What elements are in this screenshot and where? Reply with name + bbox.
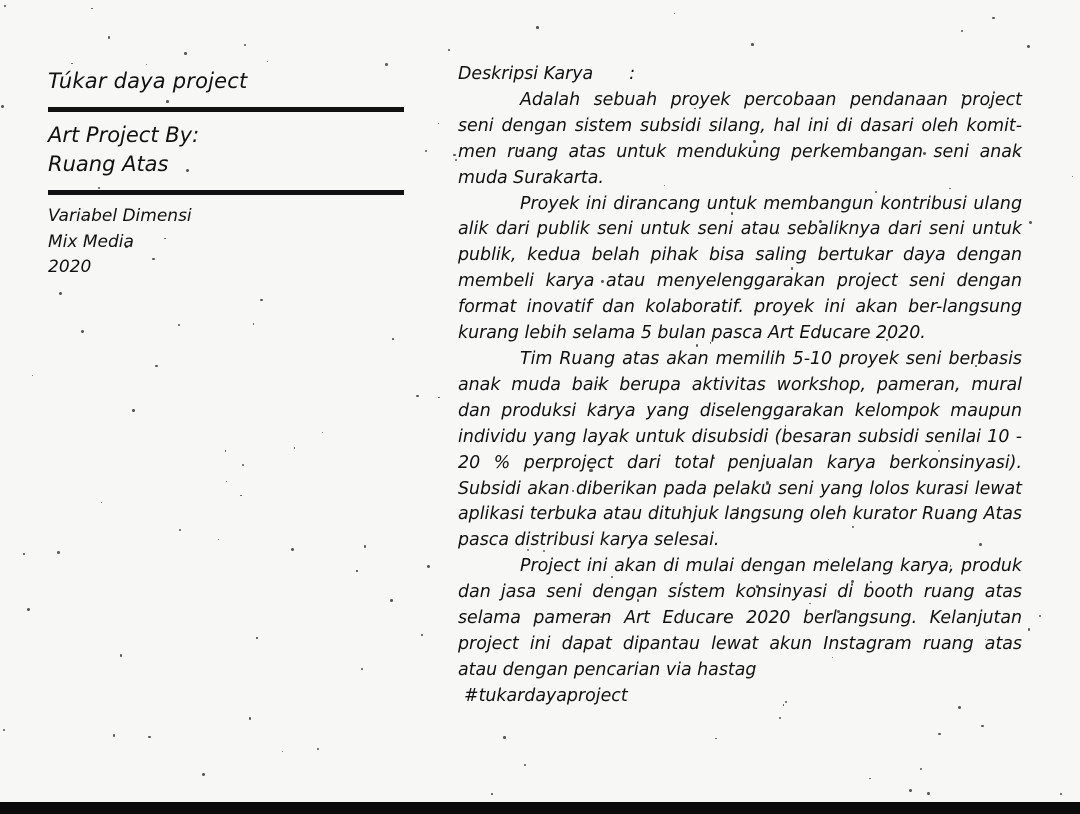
description-paragraph-3: Tim Ruang atas akan memilih 5-10 proyek seni berbasis anak muda baik berupa aktivitas workshop, pameran, mural dan produksi karya yang diselenggarakan kelompok maupun individu yang layak untuk disubsidi (besaran subsidi senilai 10 - 20 % perproject dari total penjualan karya berkonsinyasi). Subsidi akan diberikan pada pelaku seni yang lolos kurasi lewat aplikasi terbuka atau ditunjuk langsung oleh kurator Ruang Atas pasca distribusi karya selesai. bbox=[458, 348, 1022, 551]
speck bbox=[364, 545, 367, 548]
speck bbox=[909, 789, 912, 792]
speck bbox=[132, 409, 135, 412]
description-heading bbox=[458, 62, 1022, 88]
speck bbox=[108, 36, 110, 38]
speck bbox=[992, 17, 994, 19]
speck bbox=[1072, 176, 1073, 177]
description-paragraph-1: Adalah sebuah proyek percobaan pendanaan project seni dengan sistem subsidi silang, hal ini di dasari oleh komit-men ruang atas untuk mendukung perkembangan seni anak muda Surakarta. bbox=[458, 89, 1022, 188]
speck bbox=[427, 565, 430, 568]
description-label: Deskripsi Karya bbox=[458, 64, 594, 84]
speck bbox=[961, 30, 964, 33]
bottom-border bbox=[0, 802, 1080, 814]
speck bbox=[425, 150, 427, 152]
speck bbox=[155, 365, 157, 367]
speck bbox=[322, 432, 323, 433]
speck bbox=[253, 323, 255, 325]
speck bbox=[390, 599, 393, 602]
speck bbox=[438, 123, 439, 124]
description-paragraph-2: Proyek ini dirancang untuk membangun kontribusi ulang alik dari publik seni untuk seni atau sebaliknya dari seni untuk publik, kedua belah pihak bisa saling bertukar daya dengan membeli karya atau menyelenggarakan project seni dengan format inovatif dan kolaboratif. proyek ini akan ber-langsung kurang lebih selama 5 bulan pasca Art Educare 2020. bbox=[458, 193, 1022, 344]
speck bbox=[244, 44, 246, 46]
dimension-info: Variabel Dimensi bbox=[48, 206, 192, 226]
speck bbox=[267, 61, 268, 62]
speck bbox=[57, 551, 60, 554]
speck bbox=[146, 64, 147, 65]
speck bbox=[218, 539, 219, 540]
year-info: 2020 bbox=[48, 257, 92, 277]
speck bbox=[91, 8, 92, 9]
speck bbox=[491, 793, 493, 795]
speck bbox=[3, 729, 5, 731]
speck bbox=[361, 668, 363, 670]
speck bbox=[27, 608, 30, 611]
art-project-by-label: Art Project By: bbox=[48, 123, 200, 147]
speck bbox=[421, 634, 423, 636]
speck bbox=[120, 654, 123, 657]
speck bbox=[927, 792, 930, 795]
speck bbox=[249, 717, 251, 719]
speck bbox=[240, 495, 242, 497]
speck bbox=[317, 748, 319, 750]
speck bbox=[981, 725, 983, 727]
medium-info: Mix Media bbox=[48, 231, 134, 252]
speck bbox=[503, 736, 506, 739]
speck bbox=[4, 5, 6, 7]
speck bbox=[1029, 221, 1032, 224]
description-paragraph-4: Project ini akan di mulai dengan melelang karya, produk dan jasa seni dengan sistem konsinyasi di booth ruang atas selama pameran Art Educare 2020 berlangsung. Kelanjutan project ini dapat dipantau lewat akun Instagram ruang atas atau dengan pencarian via hastag bbox=[458, 556, 1022, 680]
speck bbox=[81, 330, 84, 333]
speck bbox=[438, 397, 440, 399]
speck bbox=[779, 717, 781, 719]
speck bbox=[1027, 45, 1030, 48]
divider-top bbox=[48, 107, 404, 112]
speck bbox=[674, 13, 675, 14]
speck bbox=[101, 502, 102, 503]
speck bbox=[59, 292, 62, 295]
speck bbox=[524, 764, 526, 766]
speck bbox=[148, 736, 150, 738]
speck bbox=[291, 548, 294, 551]
speck bbox=[179, 529, 181, 531]
speck bbox=[356, 570, 357, 571]
speck bbox=[256, 637, 257, 638]
description-column bbox=[458, 62, 1022, 710]
speck bbox=[23, 553, 25, 555]
speck bbox=[453, 154, 455, 156]
speck bbox=[32, 375, 33, 376]
hashtag: #tukardayaproject bbox=[464, 685, 628, 706]
speck bbox=[392, 338, 394, 340]
speck bbox=[260, 299, 263, 302]
speck bbox=[113, 734, 116, 737]
divider-bottom bbox=[48, 190, 404, 195]
speck bbox=[178, 324, 180, 326]
speck bbox=[71, 63, 72, 64]
speck bbox=[751, 43, 754, 46]
speck bbox=[1039, 615, 1041, 617]
speck bbox=[416, 395, 418, 397]
description-colon: : bbox=[629, 64, 636, 84]
speck bbox=[1, 105, 4, 108]
speck bbox=[226, 481, 227, 482]
speck bbox=[184, 52, 187, 55]
left-column bbox=[48, 66, 404, 281]
artist-name: Ruang Atas bbox=[48, 152, 169, 176]
speck bbox=[938, 733, 940, 735]
speck bbox=[715, 738, 717, 740]
speck bbox=[536, 26, 539, 29]
speck bbox=[294, 447, 295, 448]
speck bbox=[1060, 793, 1062, 795]
speck bbox=[282, 751, 283, 752]
speck bbox=[920, 768, 922, 770]
speck bbox=[242, 464, 244, 466]
project-title: Túkar daya project bbox=[48, 69, 248, 93]
speck bbox=[869, 778, 871, 780]
speck bbox=[1028, 628, 1031, 631]
speck bbox=[448, 49, 450, 51]
speck bbox=[202, 773, 205, 776]
speck bbox=[225, 450, 226, 451]
